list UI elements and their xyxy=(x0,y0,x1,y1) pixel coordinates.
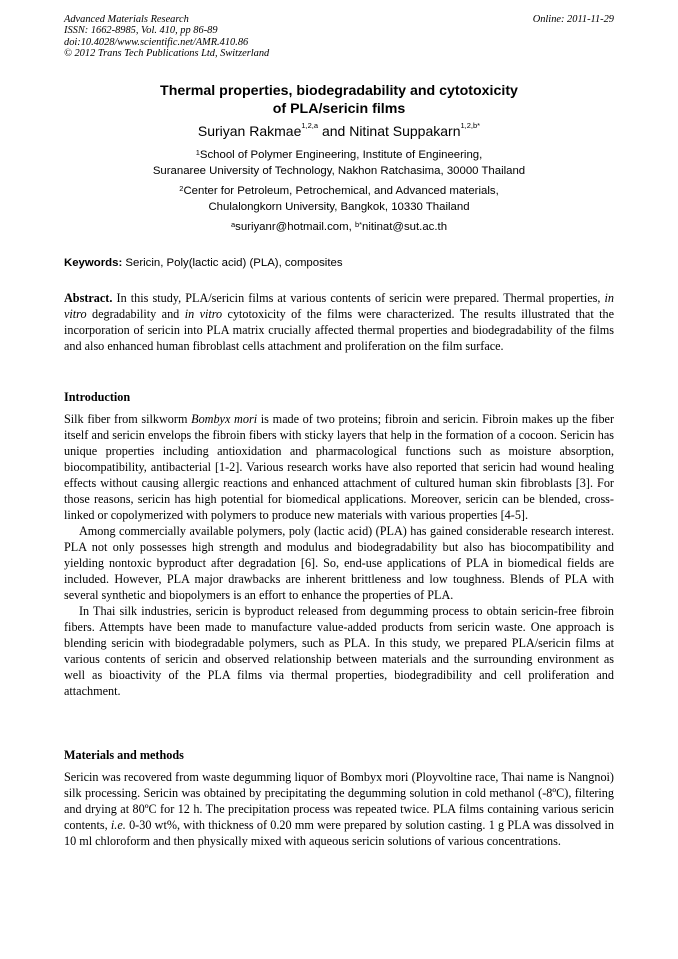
intro-paragraph-3: In Thai silk industries, sericin is byproduct released from degumming process to obtain sericin-free fibroin fibers. Attempts have been made to manufacture value-added products from sericin waste. One approach is blending sericin with biodegradable polymers, such as PLA. In this study, we prepared PLA/sericin films at various contents of sericin and observed relationship between materials and the surrounding environment as well as bioactivity of the PLA films via thermal properties, biodegradibility and cell proliferation and attachment. xyxy=(64,604,614,698)
methods-text-b: 0-30 wt%, with thickness of 0.20 mm were prepared by solution casting. 1 g PLA was dissolved in 10 ml chloroform and then physically mixed with aqueous sericin solutions of various concentrations. xyxy=(64,818,614,848)
online-date: Online: 2011-11-29 xyxy=(532,14,614,25)
aff1-line-2: Suranaree University of Technology, Nakhon Ratchasima, 30000 Thailand xyxy=(152,165,526,177)
affiliation-2 xyxy=(64,183,614,215)
aff2-line-2: Chulalongkorn University, Bangkok, 10330 Thailand xyxy=(208,201,470,213)
methods-text-a: Sericin was recovered from waste degumming liquor of Bombyx mori (Ployvoltine race, Thai name is Nangnoi) silk processing. Sericin was obtained by precipitating the degumming solution in cold methanol (-8ºC), filtering and drying at 80ºC for 12 h. The precipitation process was repeated twice. PLA films containing various sericin contents, xyxy=(64,770,614,832)
abstract-italic-1: in vitro xyxy=(64,291,614,321)
title-line-1: Thermal properties, biodegradability and cytotoxicity xyxy=(160,83,518,99)
title-line-2: of PLA/sericin films xyxy=(272,100,406,117)
methods-italic-ie: i.e. xyxy=(110,818,126,832)
aff1-line-1: School of Polymer Engineering, Institute of Engineering, xyxy=(199,149,483,161)
author-2: Nitinat Suppakarn xyxy=(349,123,461,139)
email-a: suriyanr@hotmail.com, xyxy=(235,221,355,233)
author-and: and xyxy=(318,123,350,139)
intro-paragraph-2: Among commercially available polymers, poly (lactic acid) (PLA) has gained considerable research interest. PLA not only possesses high strength and modulus and biodegradability but also has biocompatibility and yielding nontoxic byproduct after degradation [6]. So, end-use applications of PLA in biomedical fields are included. However, PLA major drawbacks are inherent brittleness and low toughness. Blends of PLA with several synthetic and biopolymers is an effort to enhance the properties of PLA. xyxy=(64,524,614,602)
affiliation-1 xyxy=(64,147,614,179)
author-2-sup: 1,2,b* xyxy=(460,121,481,130)
paper-title xyxy=(64,83,614,118)
keywords xyxy=(64,257,343,269)
aff1-sup: 1 xyxy=(195,148,200,157)
email-b-sup: b* xyxy=(354,220,363,229)
author-1: Suriyan Rakmae xyxy=(197,123,302,139)
methods-body xyxy=(64,769,614,849)
introduction-heading: Introduction xyxy=(64,390,131,404)
aff2-sup: 2 xyxy=(179,184,184,193)
author-list xyxy=(64,123,614,139)
intro-p1-text-a: Silk fiber from silkworm xyxy=(64,412,192,426)
journal-header xyxy=(64,14,269,60)
doi-line: doi:10.4028/www.scientific.net/AMR.410.86 xyxy=(64,36,249,48)
issn-line: ISSN: 1662-8985, Vol. 410, pp 86-89 xyxy=(64,25,218,37)
abstract-text-2: degradability and xyxy=(86,307,185,321)
journal-name: Advanced Materials Research xyxy=(64,14,189,25)
abstract xyxy=(64,290,614,354)
intro-p1-text-b: is made of two proteins; fibroin and sericin. Fibroin makes up the fiber itself and sericin envelops the fibroin fibers with sticky layers that help in the formation of a cocoon. Sericin has unique properties including antioxidation and pharmacological functions such as moisture absorption, biocompatibility, antibacterial [1-2]. Various research works have also reported that sericin had wound healing effects without causing allergic reactions and enhanced attachment of cultured human skin fibroblasts [3]. For those reasons, sericin has high potential for biomedical applications. Moreover, sericin can be blended, cross-linked or copolymerized with polymers to produce new materials with various properties [4-5]. xyxy=(64,412,614,522)
intro-p1-italic: Bombyx mori xyxy=(191,412,258,426)
copyright-line: © 2012 Trans Tech Publications Ltd, Switzerland xyxy=(64,48,270,60)
abstract-text-1: In this study, PLA/sericin films at various contents of sericin were prepared. Thermal properties, xyxy=(112,291,605,305)
abstract-italic-2: in vitro xyxy=(184,307,223,321)
introduction-body xyxy=(64,411,614,699)
author-1-sup: 1,2,a xyxy=(301,121,319,130)
abstract-label: Abstract. xyxy=(64,291,113,305)
keywords-text: Sericin, Poly(lactic acid) (PLA), composites xyxy=(122,257,343,269)
email-b: nitinat@sut.ac.th xyxy=(362,221,448,233)
methods-heading: Materials and methods xyxy=(64,748,184,762)
aff2-line-1: Center for Petroleum, Petrochemical, and Advanced materials, xyxy=(183,185,499,197)
email-a-sup: a xyxy=(230,220,236,229)
abstract-text-3: cytotoxicity of the films were characterized. The results illustrated that the incorporation of sericin into PLA matrix crucially affected thermal properties and biodegradability of the films and also enhanced human fibroblast cells attachment and proliferation on the film surface. xyxy=(64,307,614,353)
emails xyxy=(64,219,614,235)
keywords-label: Keywords: xyxy=(64,257,123,269)
